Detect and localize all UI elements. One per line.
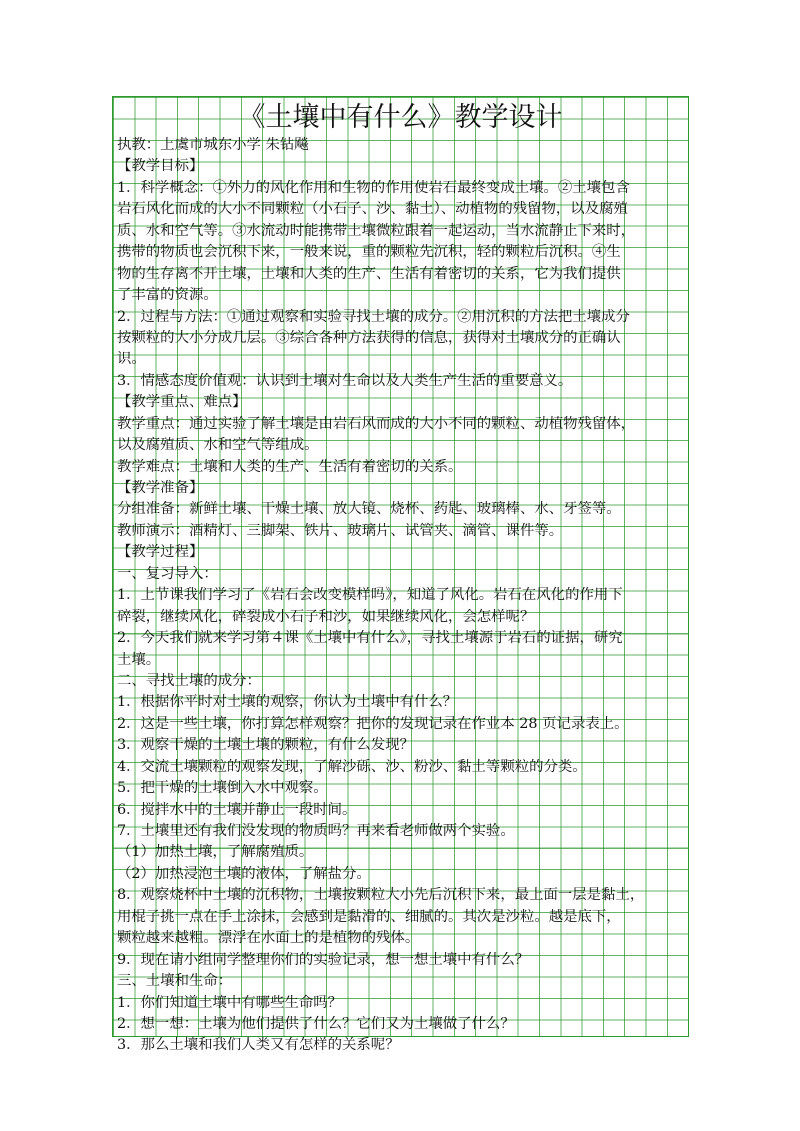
text-line: 5．把干燥的土壤倒入水中观察。 [117,780,328,797]
section-heading: 【教学重点、难点】 [117,394,247,411]
text-line: 按颗粒的大小分成几层。③综合各种方法获得的信息，获得对土壤成分的正确认 [117,329,621,346]
text-line: 物的生存离不开土壤，土壤和人类的生产、生活有着密切的关系，它为我们提供 [117,265,621,282]
section-heading: 【教学目标】 [117,158,204,175]
text-line: 携带的物质也会沉积下来，一般来说，重的颗粒先沉积，轻的颗粒后沉积。④生 [117,244,621,261]
text-line: 3．那么土壤和我们人类又有怎样的关系呢？ [117,1037,400,1054]
text-line: 2．今天我们就来学习第４课《土壤中有什么》，寻找土壤源于岩石的证据，研究 [117,630,623,647]
text-line: 一、复习导入： [117,565,218,582]
section-heading: 【教学过程】 [117,544,204,561]
text-line: 6．搅拌水中的土壤并静止一段时间。 [117,801,357,818]
text-line: 土壤。 [117,651,161,668]
text-line: 3．情感态度价值观：认识到土壤对生命以及人类生产生活的重要意义。 [117,372,573,389]
text-line: 3．观察干燥的土壤土壤的颗粒，有什么发现？ [117,737,414,754]
text-line: 用棍子挑一点在手上涂抹，会感到是黏滑的、细腻的。其次是沙粒。越是底下， [117,908,621,925]
text-line: 1．上节课我们学习了《岩石会改变模样吗》，知道了风化。岩石在风化的作用下 [117,587,623,604]
text-line: 1．根据你平时对土壤的观察，你认为土壤中有什么？ [117,694,458,711]
text-line: 岩石风化而成的大小不同颗粒（小石子、沙、黏土）、动植物的残留物，以及腐殖 [117,201,628,218]
text-line: 二、寻找土壤的成分： [117,672,261,689]
text-line: 识。 [117,351,146,368]
text-line: 执教：上虞市城东小学 朱钻飚 [117,137,309,153]
text-line: 碎裂，继续风化，碎裂成小石子和沙，如果继续风化，会怎样呢？ [117,608,535,625]
text-line: （2）加热浸泡土壤的液体，了解盐分。 [117,865,371,882]
text-line: 质、水和空气等。③水流动时能携带土壤微粒跟着一起运动，当水流静止下来时， [117,222,636,239]
text-line: 了丰富的资源。 [117,287,218,304]
text-line: 1．科学概念：①外力的风化作用和生物的作用使岩石最终变成土壤。②土壤包含 [117,179,630,196]
text-line: 三、土壤和生命： [117,973,233,990]
text-line: 7．土壤里还有我们没发现的物质吗？再来看老师做两个实验。 [117,823,515,839]
section-heading: 【教学准备】 [117,480,204,496]
text-line: 教学难点：土壤和人类的生产、生活有着密切的关系。 [117,458,463,475]
text-line: （1）加热土壤，了解腐殖质。 [117,844,314,861]
text-line: 2．过程与方法：①通过观察和实验寻找土壤的成分。②用沉积的方法把土壤成分 [117,308,630,325]
text-line: 教师演示：酒精灯、三脚架、铁片、玻璃片、试管夹、滴管、课件等。 [117,522,564,539]
document-title: 《土壤中有什么》教学设计 [238,102,563,133]
text-line: 教学重点：通过实验了解土壤是由岩石风而成的大小不同的颗粒、动植物残留体， [117,415,636,432]
text-line: 8．观察烧杯中土壤的沉积物，土壤按颗粒大小先后沉积下来，最上面一层是黏土， [117,887,645,904]
text-line: 分组准备：新鲜土壤、干燥土壤、放大镜、烧杯、药匙、玻璃棒、水、牙签等。 [117,501,621,518]
text-line: 4．交流土壤颗粒的观察发现，了解沙砾、沙、粉沙、黏土等颗粒的分类。 [117,758,587,775]
text-line: 颗粒越来越粗。漂浮在水面上的是植物的残体。 [117,930,420,947]
text-line: 2．想一想：土壤为他们提供了什么？它们又为土壤做了什么？ [117,1015,515,1032]
text-line: 9．现在请小组同学整理你们的实验记录，想一想土壤中有什么？ [117,951,530,968]
document-page [112,96,689,1054]
document-body [117,135,686,1057]
text-line: 以及腐殖质、水和空气等组成。 [117,437,319,454]
text-line: 2．这是一些土壤，你打算怎样观察？把你的发现记录在作业本 28 页记录表上。 [117,715,629,732]
text-line: 1．你们知道土壤中有哪些生命吗？ [117,994,343,1011]
